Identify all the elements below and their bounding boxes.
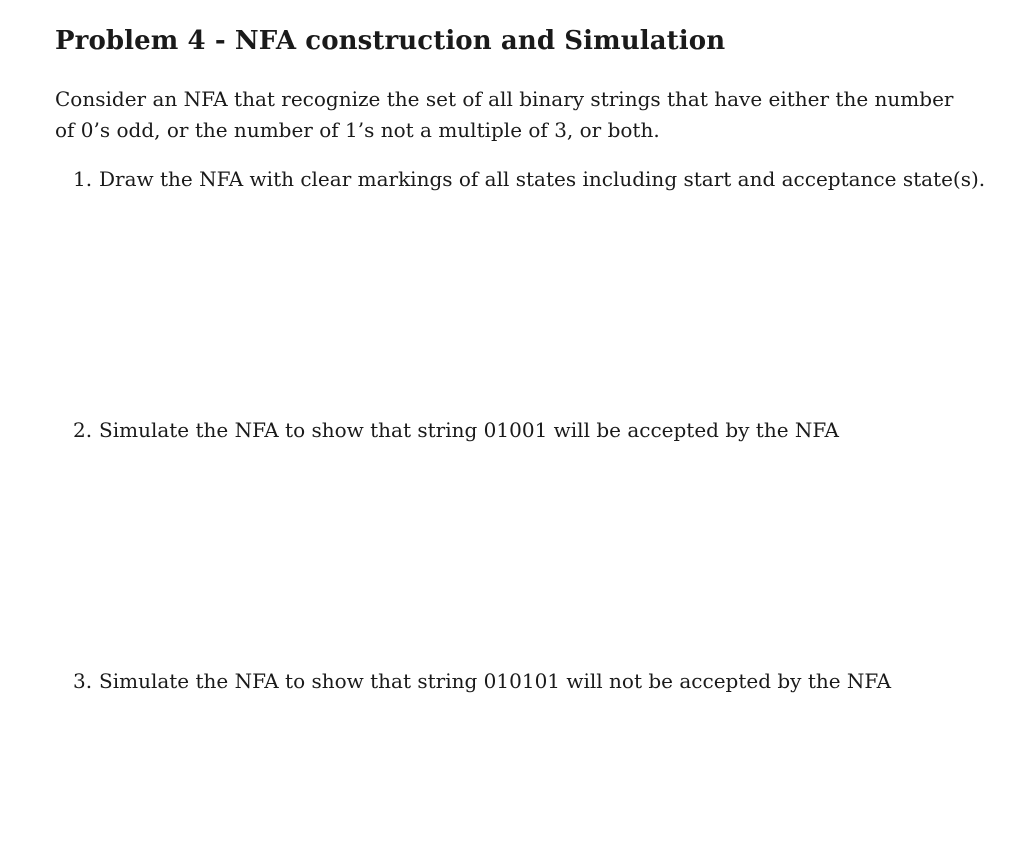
question-text: Simulate the NFA to show that string 01001 will be accepted by the NFA (99, 418, 839, 442)
question-number: 2. (73, 418, 93, 442)
problem-title: Problem 4 - NFA construction and Simulation (55, 26, 726, 56)
question-number: 1. (73, 167, 93, 191)
question-item (73, 166, 985, 192)
question-item (73, 417, 839, 443)
question-text: Draw the NFA with clear markings of all states including start and acceptance state(s). (99, 167, 986, 191)
problem-statement: Consider an NFA that recognize the set of all binary strings that have either the number of 0’s odd, or the number of 1’s not a multiple of 3, or both. (55, 87, 954, 142)
question-item (73, 668, 891, 694)
question-number: 3. (73, 669, 93, 693)
question-text: Simulate the NFA to show that string 010101 will not be accepted by the NFA (99, 669, 892, 693)
